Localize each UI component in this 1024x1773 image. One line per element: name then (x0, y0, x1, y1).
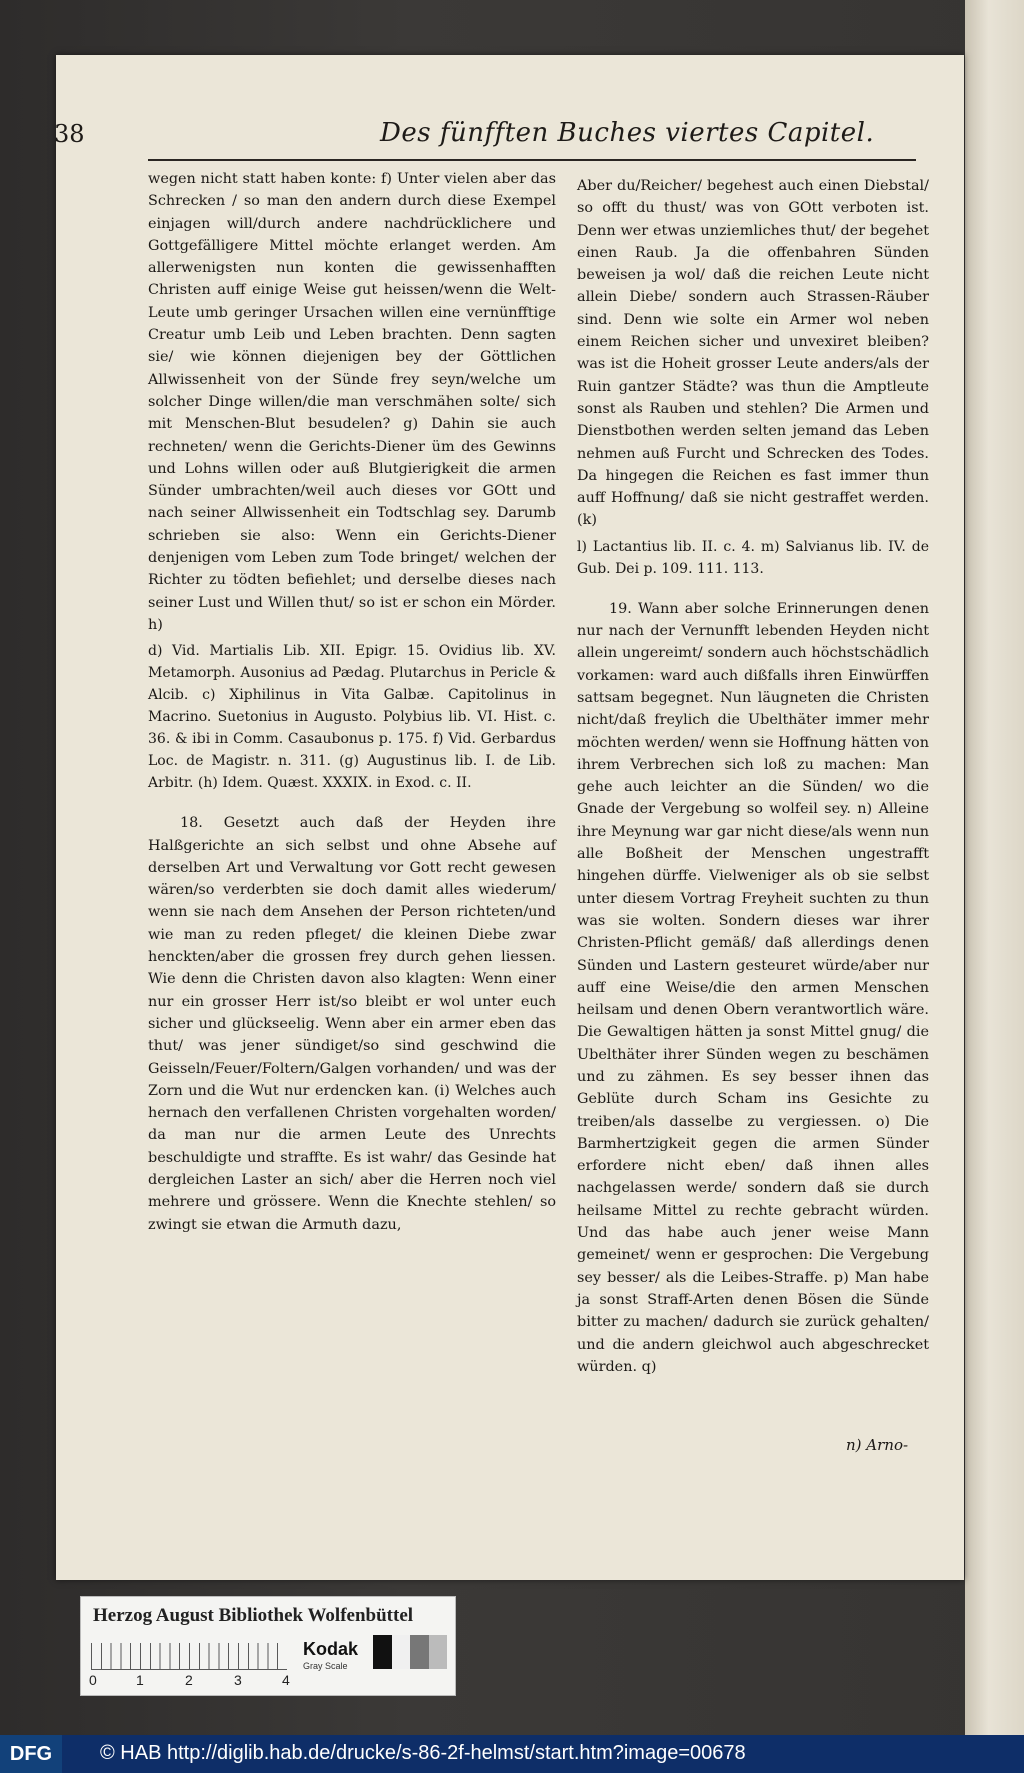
ruler-label: 3 (234, 1672, 242, 1688)
footer-bar (0, 1735, 1024, 1773)
catchword: n) Arno- (846, 1436, 909, 1454)
left-column (148, 168, 556, 1236)
gray-patch (410, 1635, 429, 1669)
paragraph-19: 19. Wann aber solche Erinnerungen denen nur nach der Vernunfft lebenden Heyden nicht allein ungereimt/ sondern auch höchstschädlich vorkamen: ward auch dißfalls ihren Einwürffen sattsam begegnet. Nun läugneten die Christen nicht/daß freylich die Ubelthäter immer mehr möchten werden/ wenn sie Hoffnung hätten von ihrem Verbrechen sich loß zu machen: Man gehe auch leichter an die Sünden/ wo die Gnade der Vergebung so wolfeil sey. n) Alleine ihre Meynung war gar nicht diese/als wenn nun alle Boßheit der Menschen ungestrafft hingehen dürffe. Vielweniger als ob sie selbst unter diesem Vortrag Freyheit suchten zu thun was sie wolten. Sondern dieses war ihrer Christen-Pflicht gemäß/ daß allerdings denen Sünden und Lastern gesteuret würde/aber nur auff eine Weise/die den armen Menschen heilsam und denen Obern verantwortlich wäre. Die Gewaltigen hätten ja sonst Mittel gnug/ die Ubelthäter ihrer Sünden wegen zu beschämen und zu zähmen. Es sey besser ihnen das Geblüte durch Scham ins Gesichte zu treiben/als dasselbe zu vergiessen. o) Die Barmhertzigkeit gegen die armen Sünder erfordere nicht eben/ daß ihnen alles nachgelassen werde/ sondern daß sie durch heilsame Mittel zu rechte gebracht würden. Und das habe auch jener weise Mann gemeinet/ wenn er gesprochen: Die Vergebung sey besser/ als die Leibes-Straffe. p) Man habe ja sonst Straff-Arten denen Bösen die Sünde bitter zu machen/ dadurch sie zurück gehalten/ und die andern gleichwol auch abgeschrecket würden. q) (577, 600, 929, 1375)
ruler-label: 0 (89, 1672, 97, 1688)
running-head-title: Des fünfften Buches viertes Capitel. (380, 118, 875, 148)
color-calibration-card (80, 1596, 456, 1696)
source-url[interactable]: © HAB http://diglib.hab.de/drucke/s-86-2f-helmst/start.htm?image=00678 (100, 1742, 746, 1764)
right-paragraph-continued: Aber du/Reicher/ begehest auch einen Diebstal/ so offt du thust/ was von GOtt verboten ist. Denn wer etwas unziemliches thut/ der begehet einen Raub. Ja die offenbahren Sünden beweisen ja wol/ daß die reichen Leute nicht allein Diebe/ sondern auch Strassen-Räuber sind. Denn wie solte ein Armer wol neben einem Reichen sicher und unvexiret bleiben? was ist die Hoheit grosser Leute anders/als der Ruin gantzer Städte? was thun die Amptleute sonst als Rauben und stehlen? Die Armen und Dienstbothen werden selten jemand das Leben nehmen auß Furcht und Schrecken des Todes. Da hingegen die Reichen es fast immer thun auff Hoffnung/ daß sie nicht gestraffet werden. (k) (577, 178, 929, 529)
kodak-logo: Kodak (303, 1639, 359, 1659)
ruler-label: 1 (136, 1672, 144, 1688)
header-rule (148, 159, 916, 161)
page-number: 38 (54, 120, 85, 148)
left-paragraph-continued: wegen nicht statt haben konte: f) Unter vielen aber das Schrecken / so man den andern durch diese Exempel einjagen will/durch andere nachdrücklichere und Gottgefälligere Mittel möchte erlanget werden. Am allerwenigsten nun konten die gewissenhafften Christen auff einige Weise gut heissen/wenn die Welt-Leute umb geringer Ursachen willen eine vernünfftige Creatur umb Leib und Leben brachten. Denn sagten sie/ wie können diejenigen bey der Göttlichen Allwissenheit von der Sünde frey seyn/welche um solcher Dinge willen/die man verschmähen solte/ sich mit Menschen-Blut besudelen? g) Dahin sie auch rechneten/ wenn die Gerichts-Diener üm des Gewinns und Lohns willen oder auß Blutgierigkeit die armen Sünder umbrachten/weil auch dieses vor GOtt und nach seiner Allwissenheit ein Todtschlag sey. Darumb schrieben sie also: Wenn ein Gerichts-Diener denjenigen vom Leben zum Tode bringet/ welchen der Richter zu tödten befiehlet; und derselbe dieses nach seiner Lust und Willen thut/ so ist er schon ein Mörder. h) (148, 171, 556, 633)
dfg-logo[interactable]: DFG (0, 1735, 62, 1773)
ruler-label: 4 (282, 1672, 290, 1688)
gray-patch (373, 1635, 392, 1669)
gray-scale-label: Gray Scale (303, 1661, 348, 1671)
gray-scale-patches (373, 1635, 447, 1669)
scale-ruler (91, 1643, 287, 1670)
gray-patch (392, 1635, 411, 1669)
gray-patch (429, 1635, 448, 1669)
card-title: Herzog August Bibliothek Wolfenbüttel (93, 1605, 414, 1626)
adjacent-page-edge (965, 0, 1024, 1735)
right-column (577, 175, 929, 1378)
left-footnotes: d) Vid. Martialis Lib. XII. Epigr. 15. Ovidius lib. XV. Metamorph. Ausonius ad Pædag. Plutarchus in Pericle & Alcib. c) Xiphilinus in Vita Galbæ. Capitolinus in Macrino. Suetonius in Augusto. Polybius lib. VI. Hist. c. 36. & ibi in Comm. Casaubonus p. 175. f) Vid. Gerbardus Loc. de Magistr. n. 311. (g) Augustinus lib. I. de Lib. Arbitr. (h) Idem. Quæst. XXXIX. in Exod. c. II. (148, 643, 556, 792)
ruler-label: 2 (185, 1672, 193, 1688)
paragraph-18: 18. Gesetzt auch daß der Heyden ihre Halßgerichte an sich selbst und ohne Absehe auf derselben Art und Verwaltung vor Gott recht gewesen wären/so verderbten sie doch damit alles wiederum/ wenn sie nach dem Ansehen der Person richteten/und wie man zu reden pfleget/ die kleinen Diebe zwar henckten/aber die grossen frey durch gehen liessen. Wie denn die Christen davon also klagten: Wenn einer nur ein grosser Herr ist/so bleibt er wol unter euch sicher und glückseelig. Wenn aber ein armer eben das thut/ was jener sündiget/so sind geschwind die Geisseln/Feuer/Foltern/Galgen vorhanden/ und was der Zorn und die Wut nur erdencken kan. (i) Welches auch hernach den verfallenen Christen vorgehalten worden/ da man nur die armen Leute des Unrechts beschuldigte und straffte. Es ist wahr/ das Gesinde hat dergleichen Laster an sich/ aber die Herren noch viel mehrere und grössere. Wenn die Knechte stehlen/ so zwingt sie etwan die Armuth dazu, (148, 815, 556, 1233)
right-footnotes: l) Lactantius lib. II. c. 4. m) Salvianus lib. IV. de Gub. Dei p. 109. 111. 113. (577, 538, 929, 577)
